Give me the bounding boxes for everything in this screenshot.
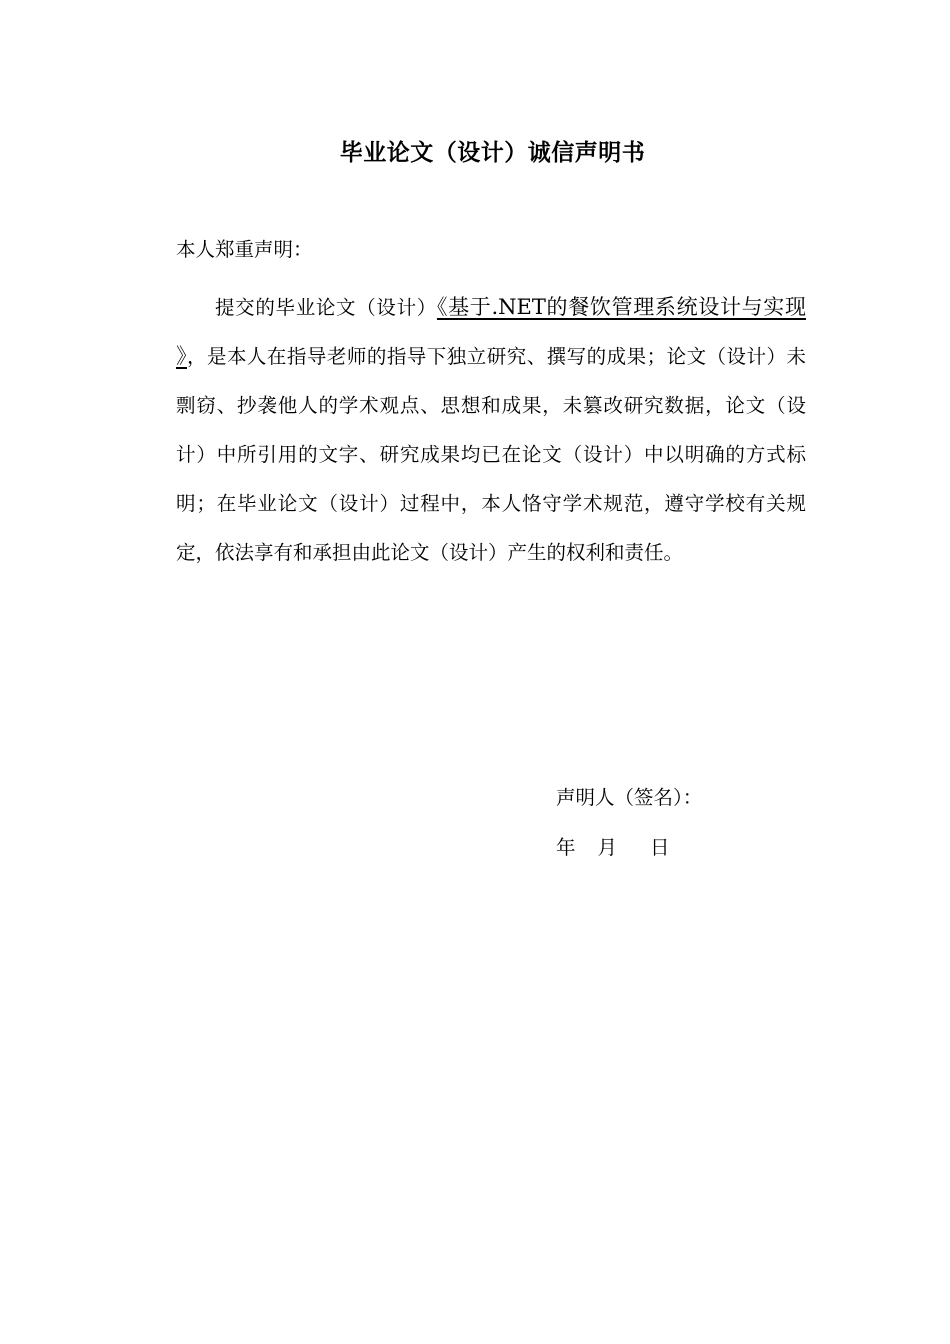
signature-label: 声明人（签名）： bbox=[556, 786, 703, 809]
date-day: 日 bbox=[650, 836, 670, 859]
body-prefix: 提交的毕业论文（设计） bbox=[215, 296, 437, 319]
body-suffix: ，是本人在指导老师的指导下独立研究、撰写的成果；论文（设计）未剽窃、抄袭他人的学术观点、思想和成果，未篡改研究数据，论文（设计）中所引用的文字、研究成果均已在论文（设计）中以明确的方式标明；在毕业论文（设计）过程中，本人恪守学术规范，遵守学校有关规定，依法享有和承担由此论文（设计）产生的权利和责任。 bbox=[176, 345, 806, 564]
declaration-body bbox=[176, 283, 806, 577]
page-title: 毕业论文（设计）诚信声明书 bbox=[339, 140, 646, 166]
date-month: 月 bbox=[597, 836, 618, 859]
thesis-title: 《基于.NET的餐饮管理系统设计与实现 》 bbox=[176, 295, 806, 368]
declaration-opening: 本人郑重声明： bbox=[176, 238, 313, 261]
date-year: 年 bbox=[556, 836, 576, 859]
date-line bbox=[556, 834, 670, 862]
